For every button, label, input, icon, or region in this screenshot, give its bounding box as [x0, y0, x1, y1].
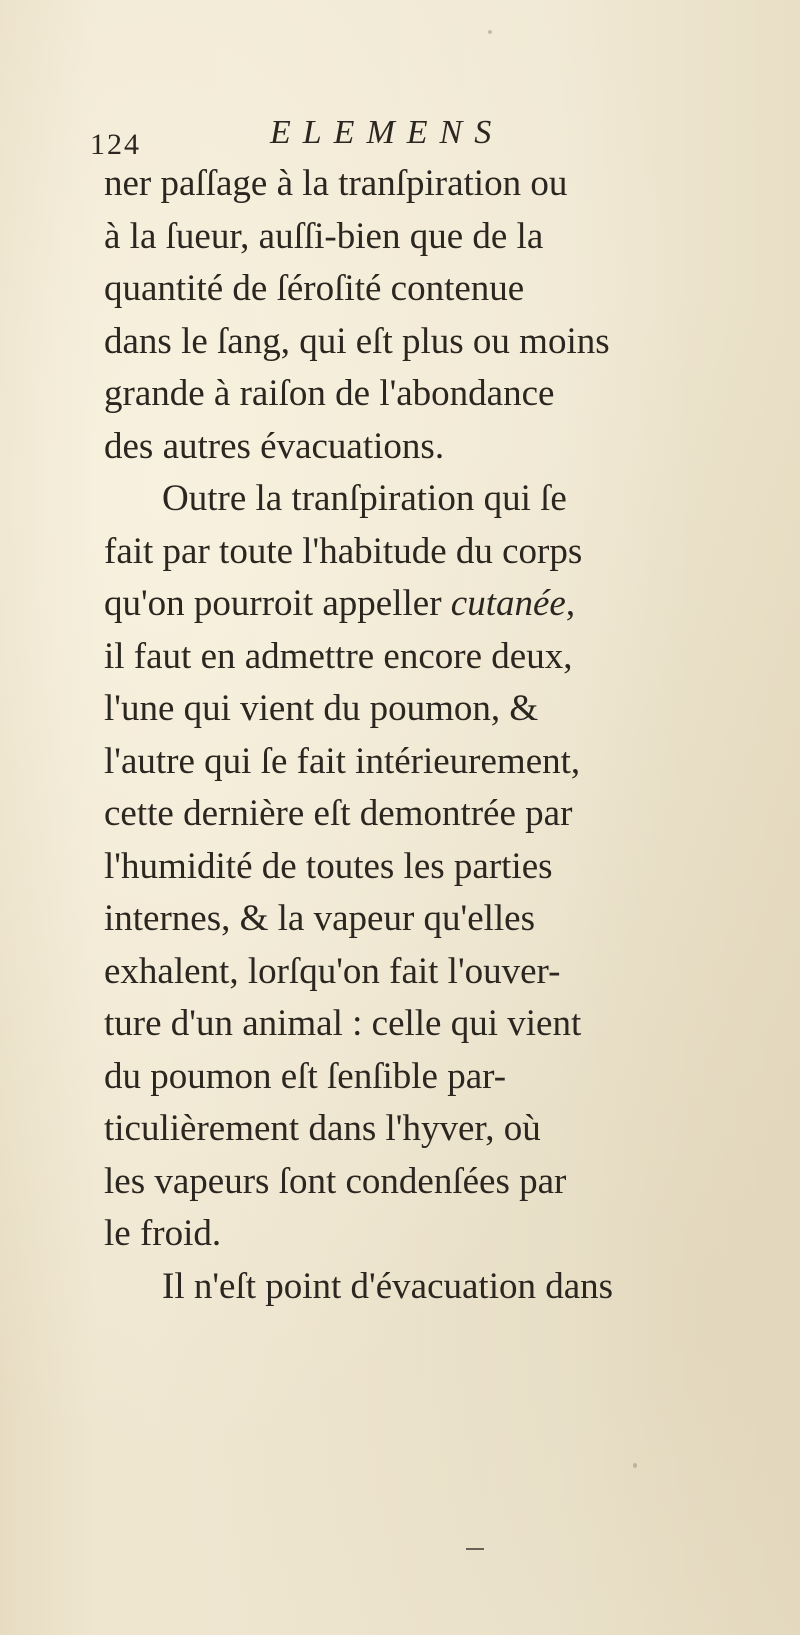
text-line-content: l'autre qui ſe fait intérieurement, — [104, 740, 581, 782]
text-line — [104, 263, 764, 316]
text-line-content: ner paſſage à la tranſpiration ou — [104, 163, 568, 204]
text-line-content: internes, & la vapeur qu'elles — [104, 898, 535, 939]
text-line — [104, 473, 764, 526]
text-line — [104, 211, 764, 264]
text-line-content: l'humidité de toutes les parties — [104, 845, 553, 887]
text-line-content: à la ſueur, auſſi-bien que de la — [104, 215, 544, 257]
text-line-content: du poumon eſt ſenſible par- — [104, 1055, 507, 1097]
page-number: 124 — [90, 128, 141, 161]
paper-speck — [488, 30, 492, 34]
text-line — [104, 631, 764, 684]
text-line — [104, 578, 764, 631]
text-line-content: des autres évacuations. — [104, 425, 445, 467]
text-line — [104, 158, 764, 211]
text-line — [104, 1156, 764, 1209]
text-line-content: Outre la tranſpiration qui ſe — [162, 478, 567, 519]
text-line — [104, 683, 764, 736]
text-line-content: il faut en admettre encore deux, — [104, 635, 573, 677]
text-line — [104, 893, 764, 946]
text-line — [104, 841, 764, 894]
punctuation: , — [565, 583, 576, 624]
text-line-content: dans le ſang, qui eſt plus ou moins — [104, 320, 610, 362]
text-line-content: qu'on pourroit appeller — [104, 583, 451, 624]
text-line-content: cette dernière eſt demontrée par — [104, 793, 573, 834]
text-line-content: ture d'un animal : celle qui vient — [104, 1003, 582, 1044]
italic-term: cutanée — [450, 583, 566, 624]
text-line-content: Il n'eſt point d'évacuation dans — [162, 1265, 614, 1307]
text-line-content: exhalent, lorſqu'on fait l'ouver- — [104, 950, 561, 992]
text-line — [104, 998, 764, 1051]
text-line — [104, 1208, 764, 1261]
text-line — [104, 1051, 764, 1104]
text-line — [104, 788, 764, 841]
text-line — [104, 421, 764, 474]
text-line-content: grande à raiſon de l'abondance — [104, 373, 555, 414]
text-line — [104, 1103, 764, 1156]
text-line — [104, 316, 764, 369]
text-line-content: fait par toute l'habitude du corps — [104, 530, 583, 572]
text-line-content: le froid. — [104, 1213, 222, 1254]
text-line-content: ticulièrement dans l'hyver, où — [104, 1108, 541, 1149]
text-line-content: l'une qui vient du poumon, & — [104, 688, 539, 729]
paper-speck — [633, 1463, 637, 1468]
running-title: ELEMENS — [270, 114, 504, 151]
bottom-mark — [466, 1548, 484, 1550]
text-line — [104, 736, 764, 789]
text-line — [104, 526, 764, 579]
text-line-content: quantité de ſéroſité contenue — [104, 268, 525, 309]
text-line-content: les vapeurs ſont condenſées par — [104, 1160, 567, 1202]
body-text — [104, 158, 764, 1313]
text-line — [104, 946, 764, 999]
text-line — [104, 368, 764, 421]
text-line — [104, 1261, 764, 1314]
